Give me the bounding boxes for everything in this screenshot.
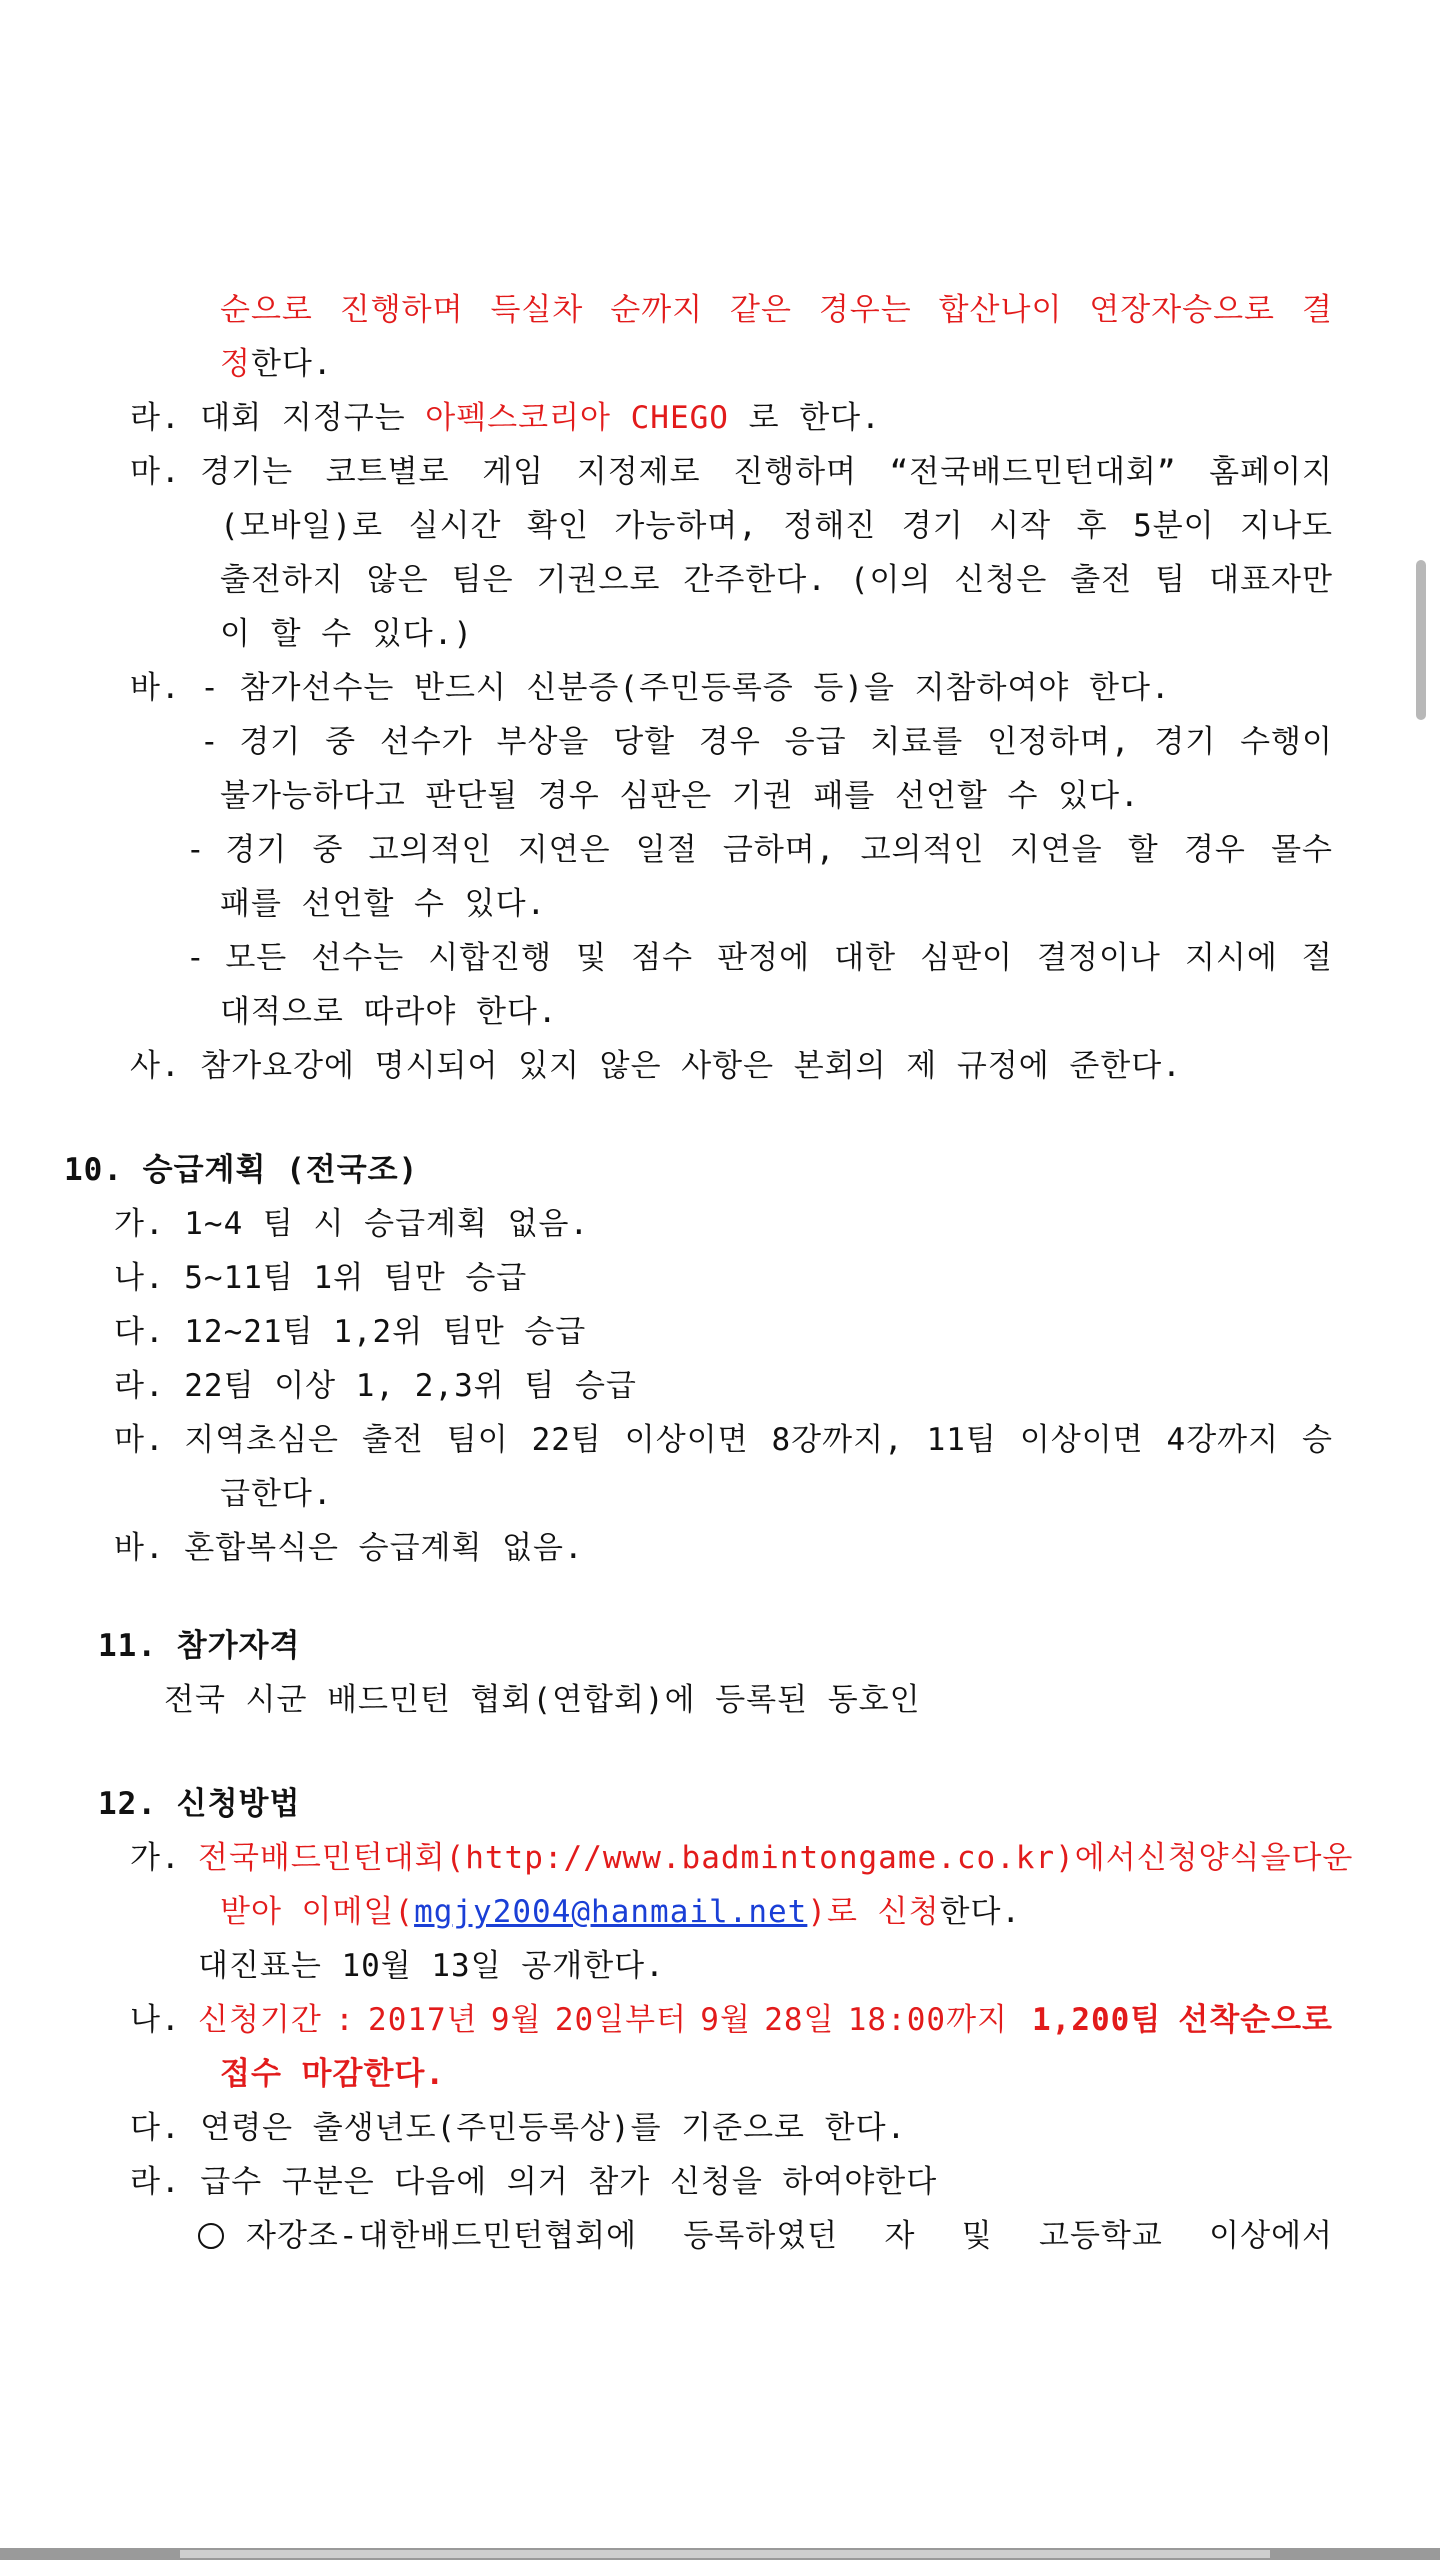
- word: 11팀: [926, 1422, 997, 1458]
- sec10-item: 다. 12~21팀 1,2위 팀만 승급: [114, 1314, 587, 1350]
- word: 등록하였던: [683, 2218, 839, 2254]
- word: 8강까지,: [771, 1422, 904, 1458]
- word: 금하며,: [722, 832, 836, 868]
- sec10-item: 나. 5~11팀 1위 팀만 승급: [114, 1260, 528, 1296]
- word: 코트별로: [325, 454, 450, 490]
- sec10-item: 바. 혼합복식은 승급계획 없음.: [114, 1530, 584, 1566]
- word: 할: [1127, 832, 1159, 868]
- word: 경우: [1183, 832, 1246, 868]
- word: 중: [325, 724, 357, 760]
- word: 중: [312, 832, 344, 868]
- word: 팀은: [451, 562, 514, 598]
- word: 고의적인: [860, 832, 985, 868]
- word: 선수는: [311, 940, 405, 976]
- body-text: 로 한다.: [728, 400, 881, 436]
- word: 선수가: [379, 724, 473, 760]
- word: (모바일)로: [220, 508, 384, 544]
- word: 몰수: [1271, 832, 1333, 868]
- word: 경우: [698, 724, 761, 760]
- item-ba-line: 패를 선언할 수 있다.: [220, 886, 547, 922]
- item-ba-line: [186, 830, 1333, 870]
- word: 4강까지: [1166, 1422, 1280, 1458]
- word: 치료를: [870, 724, 964, 760]
- word: 가능하며,: [614, 508, 758, 544]
- word: 실시간: [408, 508, 502, 544]
- word: 절: [1301, 940, 1333, 976]
- word: 신청양식을: [1136, 1840, 1292, 1876]
- word: 경우는: [818, 292, 912, 328]
- circle-bullet-icon: [198, 2216, 238, 2256]
- word: 20일부터: [554, 2002, 687, 2038]
- word: 승: [1301, 1422, 1333, 1458]
- word: 순까지: [610, 292, 704, 328]
- section-11-title: 11. 참가자격: [98, 1628, 301, 1664]
- doc-line: [220, 290, 1333, 330]
- word: 경기: [1154, 724, 1217, 760]
- word: 자: [884, 2218, 916, 2254]
- item-ma-line: [220, 506, 1333, 546]
- sec10-item: 급한다.: [220, 1476, 333, 1512]
- item-ba-line: 바. - 참가선수는 반드시 신분증(주민등록증 등)을 지참하여야 한다.: [130, 670, 1171, 706]
- sec12-ga-prefix: 가.: [130, 1840, 181, 1876]
- word: 이상에서: [1209, 2218, 1333, 2254]
- horizontal-scrollbar-thumb[interactable]: [180, 2550, 1270, 2558]
- item-ma-line: [130, 452, 1333, 492]
- word: 고등학교: [1039, 2218, 1163, 2254]
- sec12-na-line: [198, 2000, 1008, 2040]
- word: 고의적인: [368, 832, 493, 868]
- word: 전국배드민턴대회(http://www.badmintongame.co.kr)에서: [198, 1840, 1137, 1876]
- word: 9월: [490, 2002, 542, 2038]
- sec12-item: 라. 급수 구분은 다음에 의거 참가 신청을 하여야한다: [130, 2164, 938, 2200]
- sec12-na-line: [1032, 2000, 1333, 2040]
- word: 및: [576, 940, 608, 976]
- word: 28일: [764, 2002, 835, 2038]
- word: 경기: [901, 508, 964, 544]
- email-link[interactable]: mgjy2004@hanmail.net: [414, 1894, 808, 1930]
- word: 자강조-대한배드민턴협회에: [246, 2218, 638, 2254]
- word: 인정하며,: [987, 724, 1131, 760]
- word: 이상이면: [1019, 1422, 1144, 1458]
- word: 점수: [631, 940, 694, 976]
- doc-line: [220, 344, 333, 384]
- word: 기권으로: [536, 562, 661, 598]
- word: 선착순으로: [1178, 2002, 1333, 2038]
- word: 지나도: [1240, 508, 1333, 544]
- word: (이의: [849, 562, 932, 598]
- item-ma-line: [220, 560, 1333, 600]
- word: 다운: [1291, 1840, 1354, 1876]
- vertical-scrollbar-thumb[interactable]: [1416, 560, 1426, 720]
- section-12-title: 12. 신청방법: [98, 1786, 301, 1822]
- word: 신청기간: [198, 2002, 322, 2038]
- body-text: 한다.: [250, 346, 333, 382]
- word: 22팀: [531, 1422, 602, 1458]
- red-text: 정: [220, 346, 251, 382]
- sec12-ga-line: [220, 1892, 1021, 1932]
- word: 홈페이지: [1209, 454, 1333, 490]
- word: 진행하며: [339, 292, 464, 328]
- sec10-item: [114, 1420, 1333, 1460]
- item-ra-ball: [130, 398, 881, 438]
- sec10-item: 라. 22팀 이상 1, 2,3위 팀 승급: [114, 1368, 637, 1404]
- red-text: )로 신청: [807, 1894, 940, 1930]
- word: 2017년: [368, 2002, 478, 2038]
- word: - 경기: [200, 724, 302, 760]
- word: 결정이나: [1037, 940, 1161, 976]
- body-text: 라. 대회 지정구는: [130, 400, 426, 436]
- word: 연장자승으로: [1089, 292, 1276, 328]
- red-text: 받아 이메일(: [220, 1894, 415, 1930]
- word: 판정에: [717, 940, 811, 976]
- item-sa: 사. 참가요강에 명시되어 있지 않은 사항은 본회의 제 규정에 준한다.: [130, 1048, 1182, 1084]
- item-ba-line: [186, 938, 1333, 978]
- word: 팀이: [446, 1422, 509, 1458]
- word: 결: [1301, 292, 1333, 328]
- word: 마. 경기는: [130, 454, 294, 490]
- word: 당할: [613, 724, 676, 760]
- word: 득실차: [490, 292, 584, 328]
- word: 일절: [635, 832, 698, 868]
- body-text: 한다.: [939, 1894, 1022, 1930]
- word: 대한: [834, 940, 897, 976]
- word: 게임: [482, 454, 545, 490]
- word: 진행하며: [733, 454, 857, 490]
- sec12-ga-line: 대진표는 10월 13일 공개한다.: [198, 1948, 665, 1984]
- sec12-item: 다. 연령은 출생년도(주민등록상)를 기준으로 한다.: [130, 2110, 907, 2146]
- word: 지정제로: [576, 454, 701, 490]
- word: 이상이면: [624, 1422, 749, 1458]
- item-ba-line: 불가능하다고 판단될 경우 심판은 기권 패를 선언할 수 있다.: [220, 778, 1140, 814]
- word: 순으로: [220, 292, 313, 328]
- word: 합산나이: [938, 292, 1063, 328]
- item-ma-line: 이 할 수 있다.): [220, 616, 474, 652]
- word: 마. 지역초심은: [114, 1422, 340, 1458]
- sec10-item: 가. 1~4 팀 시 승급계획 없음.: [114, 1206, 590, 1242]
- word: 출전: [1070, 562, 1133, 598]
- word: 정해진: [783, 508, 877, 544]
- word: 지연을: [1009, 832, 1103, 868]
- item-ba-line: 대적으로 따라야 한다.: [220, 994, 558, 1030]
- word: :: [335, 2002, 355, 2038]
- word: 출전: [361, 1422, 424, 1458]
- sec12-bullet-line: [246, 2216, 1333, 2256]
- word: 대표자만: [1209, 562, 1333, 598]
- word: 심판이: [920, 940, 1013, 976]
- word: 출전하지: [220, 562, 344, 598]
- word: 응급: [784, 724, 847, 760]
- word: 지시에: [1184, 940, 1278, 976]
- ball-brand: 아펙스코리아 CHEGO: [425, 400, 729, 436]
- word: - 경기: [186, 832, 288, 868]
- item-ba-line: [200, 722, 1333, 762]
- word: 간주한다.: [683, 562, 827, 598]
- word: 18:00까지: [847, 2002, 1008, 2038]
- word: 5분이: [1133, 508, 1215, 544]
- word: 시작: [989, 508, 1052, 544]
- word: “전국배드민턴대회”: [889, 454, 1177, 490]
- word: 부상을: [496, 724, 590, 760]
- word: 후: [1076, 508, 1108, 544]
- word: 팀: [1155, 562, 1187, 598]
- sec11-body: 전국 시군 배드민턴 협회(연합회)에 등록된 동호인: [164, 1682, 921, 1718]
- word: 9월: [700, 2002, 751, 2038]
- word: - 모든: [186, 940, 288, 976]
- word: 신청은: [954, 562, 1048, 598]
- word: 시합진행: [428, 940, 553, 976]
- sec12-na-prefix: 나.: [130, 2002, 181, 2038]
- word: 지연은: [517, 832, 611, 868]
- word: 같은: [730, 292, 792, 328]
- section-10-title: 10. 승급계획 (전국조): [64, 1152, 419, 1188]
- word: 않은: [366, 562, 429, 598]
- word: 수행이: [1240, 724, 1333, 760]
- sec12-ga-line: [198, 1838, 1354, 1878]
- word: 1,200팀: [1032, 2002, 1162, 2038]
- sec12-na-line: 접수 마감한다.: [220, 2056, 446, 2092]
- word: 확인: [527, 508, 589, 544]
- word: 및: [961, 2218, 993, 2254]
